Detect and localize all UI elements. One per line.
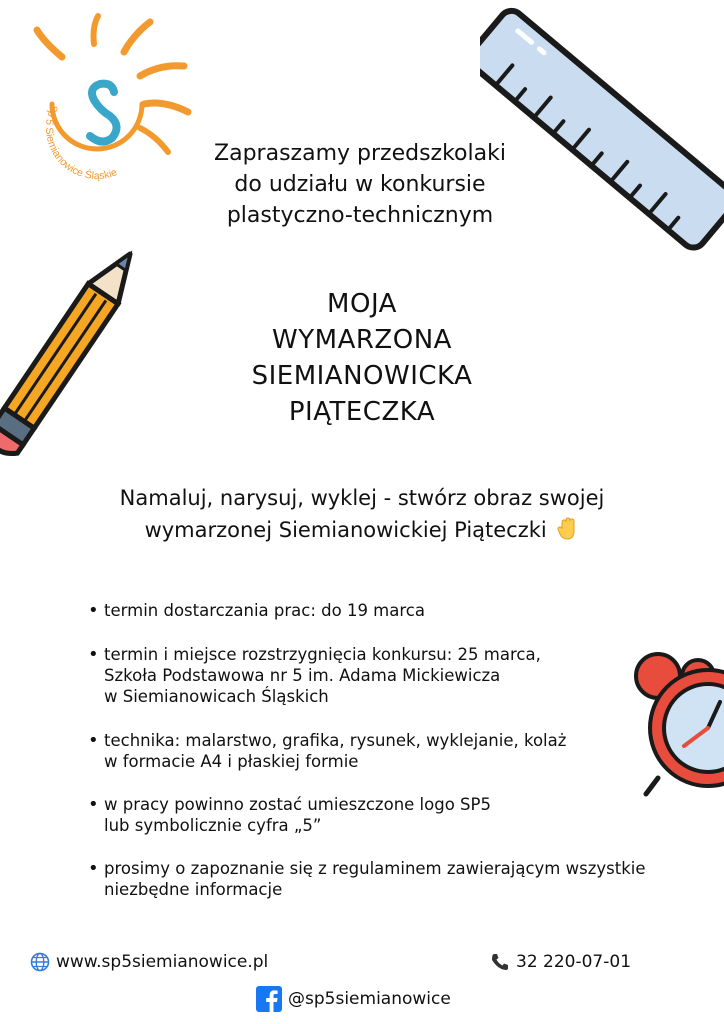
list-item: • termin i miejsce rozstrzygnięcia konkursu: 25 marca, Szkoła Podstawowa nr 5 im. Adama Mickiewicza w Siemianowicach Śląskich [88,644,714,707]
pencil-icon [0,248,140,498]
title-line: SIEMIANOWICKA [251,361,473,391]
tagline-line: Namaluj, narysuj, wyklej - stwórz obraz swojej [119,486,605,510]
phone-number[interactable] [490,952,631,972]
invite-line: plastyczno-technicznym [226,203,494,228]
list-item: • termin dostarczania prac: do 19 marca [88,600,714,621]
facebook-link[interactable] [256,986,451,1012]
title-line: MOJA [327,289,397,319]
invite-line: Zapraszamy przedszkolaki [214,141,506,166]
globe-icon [30,952,50,972]
phone-icon [490,952,510,972]
facebook-text: @sp5siemianowice [288,989,451,1009]
raised-hand-icon [557,517,579,541]
contest-title [160,286,564,430]
invite-line: do udziału w konkursie [234,172,486,197]
phone-text: 32 220-07-01 [516,952,632,972]
invitation-text [150,138,570,231]
list-item: • w pracy powinno zostać umieszczone logo SP5 lub symbolicznie cyfra „5” [88,794,714,836]
pencil-illustration [0,248,140,498]
list-item: • prosimy o zapoznanie się z regulaminem zawierającym wszystkie niezbędne informacje [88,858,714,900]
title-line: WYMARZONA [272,325,452,355]
tagline-line-2 [60,514,664,546]
website-text: www.sp5siemianowice.pl [56,952,269,972]
tagline [60,482,664,546]
website-link[interactable] [30,952,268,972]
list-item: • technika: malarstwo, grafika, rysunek, wyklejanie, kolaż w formacie A4 i płaskiej formie [88,730,714,772]
facebook-icon [256,986,282,1012]
logo-text: Sp 5 Siemianowice Śląskie [42,102,119,183]
tagline-line: wymarzonej Siemianowickiej Piąteczki [144,518,547,542]
title-line: PIĄTECZKA [288,397,436,427]
